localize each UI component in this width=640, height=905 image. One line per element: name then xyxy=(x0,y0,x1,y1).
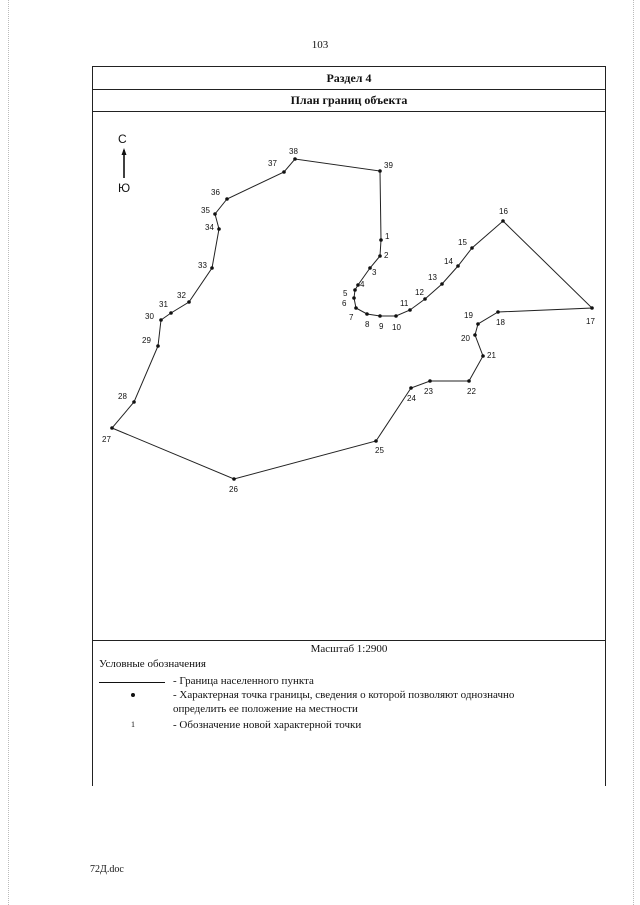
boundary-point-39 xyxy=(378,169,382,173)
boundary-point-label-29: 29 xyxy=(142,336,151,345)
boundary-point-5 xyxy=(353,288,357,292)
boundary-point-label-3: 3 xyxy=(372,268,377,277)
boundary-point-33 xyxy=(210,266,214,270)
boundary-point-label-9: 9 xyxy=(379,322,384,331)
boundary-point-16 xyxy=(501,219,505,223)
south-label: Ю xyxy=(118,181,131,195)
boundary-point-label-28: 28 xyxy=(118,392,127,401)
boundary-point-26 xyxy=(232,477,236,481)
boundary-point-2 xyxy=(378,254,382,258)
section-heading: Раздел 4 xyxy=(93,67,605,90)
page-number: 103 xyxy=(311,39,329,51)
boundary-point-9 xyxy=(378,314,382,318)
boundary-point-label-14: 14 xyxy=(444,257,453,266)
boundary-point-20 xyxy=(473,333,477,337)
boundary-point-29 xyxy=(156,344,160,348)
boundary-point-23 xyxy=(428,379,432,383)
boundary-point-15 xyxy=(470,246,474,250)
plan-title: План границ объекта xyxy=(93,89,605,112)
boundary-point-label-1: 1 xyxy=(385,232,390,241)
scale-label: Масштаб 1:2900 xyxy=(310,643,388,655)
boundary-point-32 xyxy=(187,300,191,304)
boundary-point-21 xyxy=(481,354,485,358)
boundary-point-label-24: 24 xyxy=(407,394,416,403)
boundary-point-25 xyxy=(374,439,378,443)
new-point-label-symbol: 1 xyxy=(131,720,135,729)
boundary-point-label-11: 11 xyxy=(400,299,409,308)
boundary-point-label-35: 35 xyxy=(201,206,210,215)
boundary-point-label-15: 15 xyxy=(458,238,467,247)
boundary-point-label-33: 33 xyxy=(198,261,207,270)
boundary-point-10 xyxy=(394,314,398,318)
boundary-point-label-34: 34 xyxy=(205,223,214,232)
boundary-point-19 xyxy=(476,322,480,326)
boundary-point-label-27: 27 xyxy=(102,435,111,444)
boundary-point-label-26: 26 xyxy=(229,485,238,494)
boundary-point-1 xyxy=(379,238,383,242)
boundary-point-24 xyxy=(409,386,413,390)
boundary-point-35 xyxy=(213,212,217,216)
boundary-point-label-39: 39 xyxy=(384,161,393,170)
boundary-point-12 xyxy=(423,297,427,301)
boundary-point-label-8: 8 xyxy=(365,320,370,329)
boundary-point-34 xyxy=(217,227,221,231)
boundary-point-37 xyxy=(282,170,286,174)
boundary-point-27 xyxy=(110,426,114,430)
file-name: 72Д.doc xyxy=(90,864,124,875)
boundary-point-label-22: 22 xyxy=(467,387,476,396)
boundary-point-label-18: 18 xyxy=(496,318,505,327)
north-label: С xyxy=(118,132,127,146)
boundary-point-13 xyxy=(440,282,444,286)
boundary-point-36 xyxy=(225,197,229,201)
boundary-point-28 xyxy=(132,400,136,404)
boundary-point-label-31: 31 xyxy=(159,300,168,309)
north-arrow xyxy=(118,132,130,195)
boundary-point-label-23: 23 xyxy=(424,387,433,396)
boundary-point-label-36: 36 xyxy=(211,188,220,197)
boundary-point-label-17: 17 xyxy=(586,317,595,326)
boundary-point-6 xyxy=(352,296,356,300)
boundary-point-label-21: 21 xyxy=(487,351,496,360)
boundary-point-label-4: 4 xyxy=(360,280,365,289)
boundary-point-22 xyxy=(467,379,471,383)
legend-text-point: - Характерная точка границы, сведения о которой позволяют однозначно определить ее положение на местности xyxy=(173,689,515,715)
boundary-points xyxy=(102,147,595,494)
boundary-point-label-12: 12 xyxy=(415,288,424,297)
boundary-point-38 xyxy=(293,157,297,161)
boundary-point-label-20: 20 xyxy=(461,334,470,343)
boundary-point-8 xyxy=(365,312,369,316)
boundary-point-label-2: 2 xyxy=(384,251,389,260)
boundary-point-11 xyxy=(408,308,412,312)
boundary-point-label-25: 25 xyxy=(375,446,384,455)
boundary-point-17 xyxy=(590,306,594,310)
boundary-point-label-30: 30 xyxy=(145,312,154,321)
boundary-point-label-16: 16 xyxy=(499,207,508,216)
boundary-point-label-32: 32 xyxy=(177,291,186,300)
boundary-point-31 xyxy=(169,311,173,315)
north-arrow-head xyxy=(122,148,127,155)
boundary-point-label-10: 10 xyxy=(392,323,401,332)
boundary-point-label-13: 13 xyxy=(428,273,437,282)
boundary-point-7 xyxy=(354,306,358,310)
boundary-point-label-7: 7 xyxy=(349,313,354,322)
boundary-point-label-38: 38 xyxy=(289,147,298,156)
boundary-point-label-5: 5 xyxy=(343,289,348,298)
legend-text-label: - Обозначение новой характерной точки xyxy=(173,719,362,731)
legend-text-boundary: - Граница населенного пункта xyxy=(173,675,314,687)
boundary-point-18 xyxy=(496,310,500,314)
boundary-point-label-37: 37 xyxy=(268,159,277,168)
boundary-point-30 xyxy=(159,318,163,322)
boundary-point-14 xyxy=(456,264,460,268)
boundary-point-label-19: 19 xyxy=(464,311,473,320)
boundary-point-label-6: 6 xyxy=(342,299,347,308)
legend-title: Условные обозначения xyxy=(99,658,206,670)
